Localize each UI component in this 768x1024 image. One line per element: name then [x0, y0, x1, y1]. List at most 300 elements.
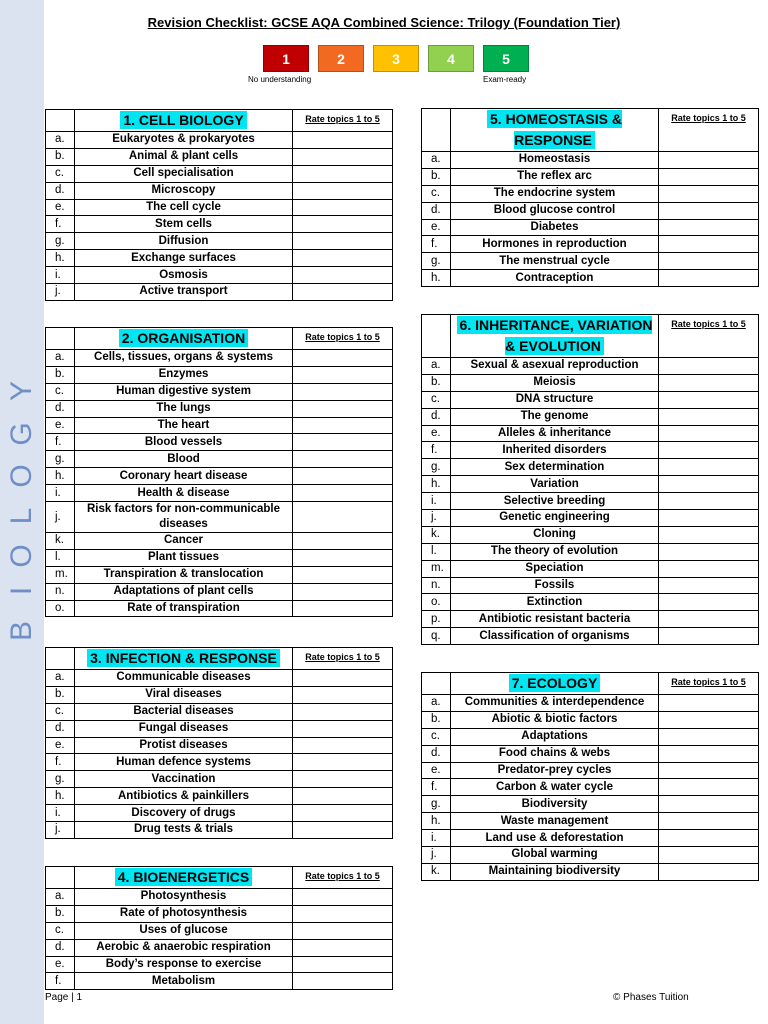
rating-cell[interactable] [293, 216, 393, 233]
topic-row [422, 863, 759, 880]
topic-letter: a. [422, 695, 451, 712]
topic-letter: h. [422, 476, 451, 493]
topic-letter: o. [422, 594, 451, 611]
rating-cell[interactable] [293, 973, 393, 990]
scale-high-label: Exam-ready [483, 75, 527, 84]
topic-row [422, 779, 759, 796]
topic-letter: h. [46, 250, 75, 267]
topic-row [46, 720, 393, 737]
section-title [75, 648, 293, 670]
rating-4-box: 4 [428, 45, 474, 72]
topic-row [46, 703, 393, 720]
topic-row [46, 451, 393, 468]
topic-row [422, 526, 759, 543]
rate-topics-label: Rate topics 1 to 5 [293, 648, 393, 670]
rating-cell[interactable] [293, 583, 393, 600]
topic-letter: e. [422, 762, 451, 779]
section-header-row [46, 110, 393, 132]
topic-name: Maintaining biodiversity [451, 863, 659, 880]
topic-row [46, 670, 393, 687]
topic-letter: j. [422, 847, 451, 864]
topic-letter: n. [46, 583, 75, 600]
topic-row [422, 253, 759, 270]
topic-letter: k. [46, 533, 75, 550]
rating-cell[interactable] [659, 577, 759, 594]
rate-topics-label: Rate topics 1 to 5 [293, 328, 393, 350]
topic-row [422, 543, 759, 560]
topic-letter: a. [46, 889, 75, 906]
topic-row [46, 468, 393, 485]
topic-name: The menstrual cycle [451, 253, 659, 270]
page-number: Page | 1 [45, 992, 83, 1003]
rating-cell[interactable] [293, 600, 393, 617]
topic-letter: a. [422, 152, 451, 169]
topic-row [46, 600, 393, 617]
topic-row [46, 583, 393, 600]
topic-row [422, 219, 759, 236]
topic-name: Variation [451, 476, 659, 493]
topic-letter: g. [46, 771, 75, 788]
topic-row [422, 830, 759, 847]
topic-row [422, 391, 759, 408]
topic-name: Blood glucose control [451, 202, 659, 219]
topic-name: Protist diseases [75, 737, 293, 754]
rate-topics-label: Rate topics 1 to 5 [659, 109, 759, 152]
topic-letter: k. [422, 526, 451, 543]
rating-cell[interactable] [293, 905, 393, 922]
rating-cell[interactable] [293, 165, 393, 182]
topic-name: Antibiotic resistant bacteria [451, 611, 659, 628]
topic-name: Diffusion [75, 233, 293, 250]
topic-row [422, 560, 759, 577]
topic-letter: p. [422, 611, 451, 628]
topic-name: Cell specialisation [75, 165, 293, 182]
topic-letter: e. [46, 956, 75, 973]
topic-letter: g. [422, 459, 451, 476]
rating-cell[interactable] [659, 745, 759, 762]
topic-name: Health & disease [75, 485, 293, 502]
topic-letter: c. [422, 185, 451, 202]
topic-letter: d. [46, 720, 75, 737]
rating-cell[interactable] [293, 284, 393, 301]
page-title: Revision Checklist: GCSE AQA Combined Science: Trilogy (Foundation Tier) [147, 15, 621, 30]
topic-letter: i. [46, 267, 75, 284]
section-infection-response [45, 647, 393, 839]
topic-row [422, 374, 759, 391]
topic-name: Cells, tissues, organs & systems [75, 350, 293, 367]
topic-name: The heart [75, 417, 293, 434]
topic-row [46, 233, 393, 250]
rating-cell[interactable] [659, 526, 759, 543]
section-title [451, 315, 659, 358]
topic-name: Sexual & asexual reproduction [451, 358, 659, 375]
rating-cell[interactable] [659, 476, 759, 493]
rating-cell[interactable] [293, 366, 393, 383]
topic-name: Blood [75, 451, 293, 468]
topic-letter: b. [46, 686, 75, 703]
topic-letter: c. [422, 728, 451, 745]
rating-cell[interactable] [659, 202, 759, 219]
rating-cell[interactable] [659, 374, 759, 391]
topic-row [422, 762, 759, 779]
topic-name: Risk factors for non-communicable diseases [75, 502, 293, 533]
topic-letter: c. [46, 703, 75, 720]
topic-letter: b. [46, 148, 75, 165]
topic-letter: d. [46, 400, 75, 417]
section-title-text: 4. BIOENERGETICS [115, 868, 252, 886]
topic-letter: l. [422, 543, 451, 560]
header-blank-cell [422, 109, 451, 152]
sidebar-letter: I [5, 586, 38, 596]
section-header-row [422, 315, 759, 358]
section-title [75, 867, 293, 889]
rating-cell[interactable] [659, 779, 759, 796]
rating-cell[interactable] [293, 889, 393, 906]
topic-letter: c. [46, 165, 75, 182]
rating-cell[interactable] [659, 728, 759, 745]
rating-cell[interactable] [659, 185, 759, 202]
topic-name: The reflex arc [451, 168, 659, 185]
topic-name: Metabolism [75, 973, 293, 990]
topic-letter: d. [422, 408, 451, 425]
topic-name: Genetic engineering [451, 510, 659, 527]
topic-row [46, 805, 393, 822]
topic-letter: h. [422, 813, 451, 830]
topic-name: Homeostasis [451, 152, 659, 169]
topic-row [46, 533, 393, 550]
rating-cell[interactable] [659, 253, 759, 270]
rating-cell[interactable] [293, 199, 393, 216]
section-header-row [46, 328, 393, 350]
rating-cell[interactable] [293, 182, 393, 199]
topic-name: Exchange surfaces [75, 250, 293, 267]
topic-row [422, 459, 759, 476]
rate-topics-label: Rate topics 1 to 5 [293, 110, 393, 132]
section-header-row [422, 109, 759, 152]
topic-row [422, 425, 759, 442]
topic-letter: h. [46, 468, 75, 485]
topic-name: Active transport [75, 284, 293, 301]
section-header-row [46, 867, 393, 889]
topic-letter: c. [422, 391, 451, 408]
topic-letter: i. [46, 485, 75, 502]
topic-row [422, 796, 759, 813]
rating-cell[interactable] [659, 408, 759, 425]
section-organisation [45, 327, 393, 617]
rating-cell[interactable] [659, 594, 759, 611]
topic-letter: d. [422, 745, 451, 762]
rating-cell[interactable] [293, 502, 393, 533]
rating-cell[interactable] [659, 830, 759, 847]
topic-name: Adaptations [451, 728, 659, 745]
topic-letter: e. [46, 417, 75, 434]
topic-letter: g. [46, 233, 75, 250]
topic-letter: j. [422, 510, 451, 527]
topic-letter: n. [422, 577, 451, 594]
topic-letter: i. [422, 830, 451, 847]
header-blank-cell [46, 867, 75, 889]
topic-row [46, 549, 393, 566]
topic-row [46, 250, 393, 267]
topic-name: Predator-prey cycles [451, 762, 659, 779]
topic-row [422, 185, 759, 202]
rating-cell[interactable] [293, 686, 393, 703]
section-title [451, 109, 659, 152]
topic-letter: b. [422, 711, 451, 728]
topic-letter: h. [46, 788, 75, 805]
sidebar-letter: Y [5, 381, 38, 402]
topic-letter: l. [46, 549, 75, 566]
topic-row [46, 737, 393, 754]
rating-cell[interactable] [293, 822, 393, 839]
rating-cell[interactable] [293, 788, 393, 805]
rating-cell[interactable] [659, 425, 759, 442]
rating-2-box: 2 [318, 45, 364, 72]
topic-row [46, 788, 393, 805]
topic-name: Viral diseases [75, 686, 293, 703]
topic-row [46, 485, 393, 502]
topic-letter: o. [46, 600, 75, 617]
rating-cell[interactable] [293, 267, 393, 284]
rating-cell[interactable] [293, 922, 393, 939]
topic-letter: f. [422, 779, 451, 796]
topic-row [46, 822, 393, 839]
topic-letter: a. [46, 132, 75, 149]
rating-cell[interactable] [293, 549, 393, 566]
topic-row [422, 594, 759, 611]
rating-cell[interactable] [293, 250, 393, 267]
topic-letter: f. [46, 754, 75, 771]
topic-row [46, 434, 393, 451]
topic-row [422, 493, 759, 510]
rating-cell[interactable] [659, 711, 759, 728]
topic-row [46, 939, 393, 956]
topic-name: Land use & deforestation [451, 830, 659, 847]
topic-name: Discovery of drugs [75, 805, 293, 822]
topic-letter: b. [46, 905, 75, 922]
section-title [75, 110, 293, 132]
topic-name: Enzymes [75, 366, 293, 383]
rating-cell[interactable] [293, 383, 393, 400]
topic-name: Speciation [451, 560, 659, 577]
sidebar-letter: L [5, 507, 38, 525]
topic-letter: g. [46, 451, 75, 468]
rating-cell[interactable] [659, 510, 759, 527]
section-title-text: 5. HOMEOSTASIS & RESPONSE [487, 110, 622, 149]
rating-cell[interactable] [293, 670, 393, 687]
rating-cell[interactable] [659, 813, 759, 830]
topic-row [46, 400, 393, 417]
topic-name: The theory of evolution [451, 543, 659, 560]
rating-cell[interactable] [293, 417, 393, 434]
rating-cell[interactable] [659, 847, 759, 864]
section-title [451, 673, 659, 695]
topic-row [46, 165, 393, 182]
rating-cell[interactable] [293, 400, 393, 417]
topic-row [422, 152, 759, 169]
rating-cell[interactable] [293, 737, 393, 754]
rating-cell[interactable] [293, 805, 393, 822]
topic-letter: q. [422, 628, 451, 645]
rating-cell[interactable] [659, 152, 759, 169]
topic-letter: e. [46, 737, 75, 754]
topic-row [422, 358, 759, 375]
rating-cell[interactable] [659, 796, 759, 813]
section-ecology [421, 672, 759, 881]
rating-cell[interactable] [659, 762, 759, 779]
rating-cell[interactable] [293, 485, 393, 502]
rating-5-box: 5 [483, 45, 529, 72]
section-bioenergetics [45, 866, 393, 990]
topic-letter: i. [46, 805, 75, 822]
rating-cell[interactable] [293, 956, 393, 973]
topic-row [422, 202, 759, 219]
topic-row [422, 745, 759, 762]
topic-row [46, 566, 393, 583]
topic-letter: h. [422, 270, 451, 287]
topic-letter: a. [46, 350, 75, 367]
topic-letter: j. [46, 502, 75, 533]
topic-row [422, 270, 759, 287]
topic-name: Vaccination [75, 771, 293, 788]
topic-name: Plant tissues [75, 549, 293, 566]
topic-row [46, 754, 393, 771]
topic-row [422, 236, 759, 253]
topic-letter: d. [46, 182, 75, 199]
rating-cell[interactable] [659, 695, 759, 712]
topic-letter: d. [422, 202, 451, 219]
topic-name: DNA structure [451, 391, 659, 408]
rating-cell[interactable] [293, 533, 393, 550]
rating-cell[interactable] [659, 543, 759, 560]
topic-letter: e. [422, 219, 451, 236]
topic-row [422, 476, 759, 493]
topic-row [46, 366, 393, 383]
rating-cell[interactable] [659, 611, 759, 628]
topic-letter: g. [422, 253, 451, 270]
rating-cell[interactable] [293, 468, 393, 485]
topic-letter: m. [46, 566, 75, 583]
rating-cell[interactable] [659, 493, 759, 510]
topic-name: Waste management [451, 813, 659, 830]
rating-cell[interactable] [659, 442, 759, 459]
section-title-text: 3. INFECTION & RESPONSE [87, 649, 280, 667]
topic-name: Biodiversity [451, 796, 659, 813]
topic-row [46, 383, 393, 400]
rating-cell[interactable] [293, 350, 393, 367]
topic-name: Animal & plant cells [75, 148, 293, 165]
topic-row [422, 611, 759, 628]
rating-cell[interactable] [659, 358, 759, 375]
topic-name: Microscopy [75, 182, 293, 199]
rating-cell[interactable] [659, 219, 759, 236]
topic-name: Food chains & webs [451, 745, 659, 762]
topic-letter: f. [46, 216, 75, 233]
rating-cell[interactable] [659, 168, 759, 185]
topic-letter: i. [422, 493, 451, 510]
topic-name: Fossils [451, 577, 659, 594]
rating-cell[interactable] [293, 233, 393, 250]
rating-cell[interactable] [659, 391, 759, 408]
topic-name: Cloning [451, 526, 659, 543]
rate-topics-label: Rate topics 1 to 5 [659, 315, 759, 358]
topic-name: Abiotic & biotic factors [451, 711, 659, 728]
topic-row [422, 628, 759, 645]
topic-letter: c. [46, 922, 75, 939]
rating-cell[interactable] [293, 771, 393, 788]
topic-name: Eukaryotes & prokaryotes [75, 132, 293, 149]
topic-letter: a. [422, 358, 451, 375]
topic-row [422, 510, 759, 527]
section-header-row [422, 673, 759, 695]
topic-letter: b. [422, 168, 451, 185]
topic-name: Rate of photosynthesis [75, 905, 293, 922]
topic-row [422, 847, 759, 864]
topic-name: Hormones in reproduction [451, 236, 659, 253]
topic-letter: c. [46, 383, 75, 400]
rating-cell[interactable] [659, 863, 759, 880]
topic-name: Communicable diseases [75, 670, 293, 687]
topic-name: Carbon & water cycle [451, 779, 659, 796]
topic-letter: e. [422, 425, 451, 442]
rating-cell[interactable] [293, 148, 393, 165]
rating-cell[interactable] [293, 451, 393, 468]
rating-cell[interactable] [659, 628, 759, 645]
topic-row [46, 417, 393, 434]
topic-row [46, 973, 393, 990]
rating-cell[interactable] [293, 566, 393, 583]
section-title-text: 2. ORGANISATION [119, 329, 248, 347]
rating-cell[interactable] [659, 459, 759, 476]
rating-cell[interactable] [293, 434, 393, 451]
topic-name: Cancer [75, 533, 293, 550]
rating-cell[interactable] [659, 560, 759, 577]
sidebar-letter: O [5, 464, 38, 488]
rating-cell[interactable] [293, 939, 393, 956]
topic-letter: b. [46, 366, 75, 383]
section-title-text: 6. INHERITANCE, VARIATION & EVOLUTION [457, 316, 653, 355]
topic-row [46, 956, 393, 973]
topic-name: Communities & interdependence [451, 695, 659, 712]
rating-cell[interactable] [293, 720, 393, 737]
topic-name: Fungal diseases [75, 720, 293, 737]
topic-letter: j. [46, 284, 75, 301]
topic-row [422, 168, 759, 185]
rating-cell[interactable] [293, 703, 393, 720]
topic-letter: b. [422, 374, 451, 391]
topic-row [46, 182, 393, 199]
topic-row [46, 350, 393, 367]
rating-cell[interactable] [293, 132, 393, 149]
topic-name: Alleles & inheritance [451, 425, 659, 442]
topic-row [46, 132, 393, 149]
topic-row [46, 905, 393, 922]
rating-cell[interactable] [659, 236, 759, 253]
copyright: © Phases Tuition [613, 992, 689, 1003]
topic-row [46, 889, 393, 906]
rating-cell[interactable] [659, 270, 759, 287]
topic-name: Antibiotics & painkillers [75, 788, 293, 805]
topic-name: Human digestive system [75, 383, 293, 400]
topic-row [422, 695, 759, 712]
rate-topics-label: Rate topics 1 to 5 [659, 673, 759, 695]
topic-name: Coronary heart disease [75, 468, 293, 485]
section-homeostasis-response [421, 108, 759, 287]
topic-name: Classification of organisms [451, 628, 659, 645]
topic-row [46, 199, 393, 216]
topic-row [422, 728, 759, 745]
rating-cell[interactable] [293, 754, 393, 771]
